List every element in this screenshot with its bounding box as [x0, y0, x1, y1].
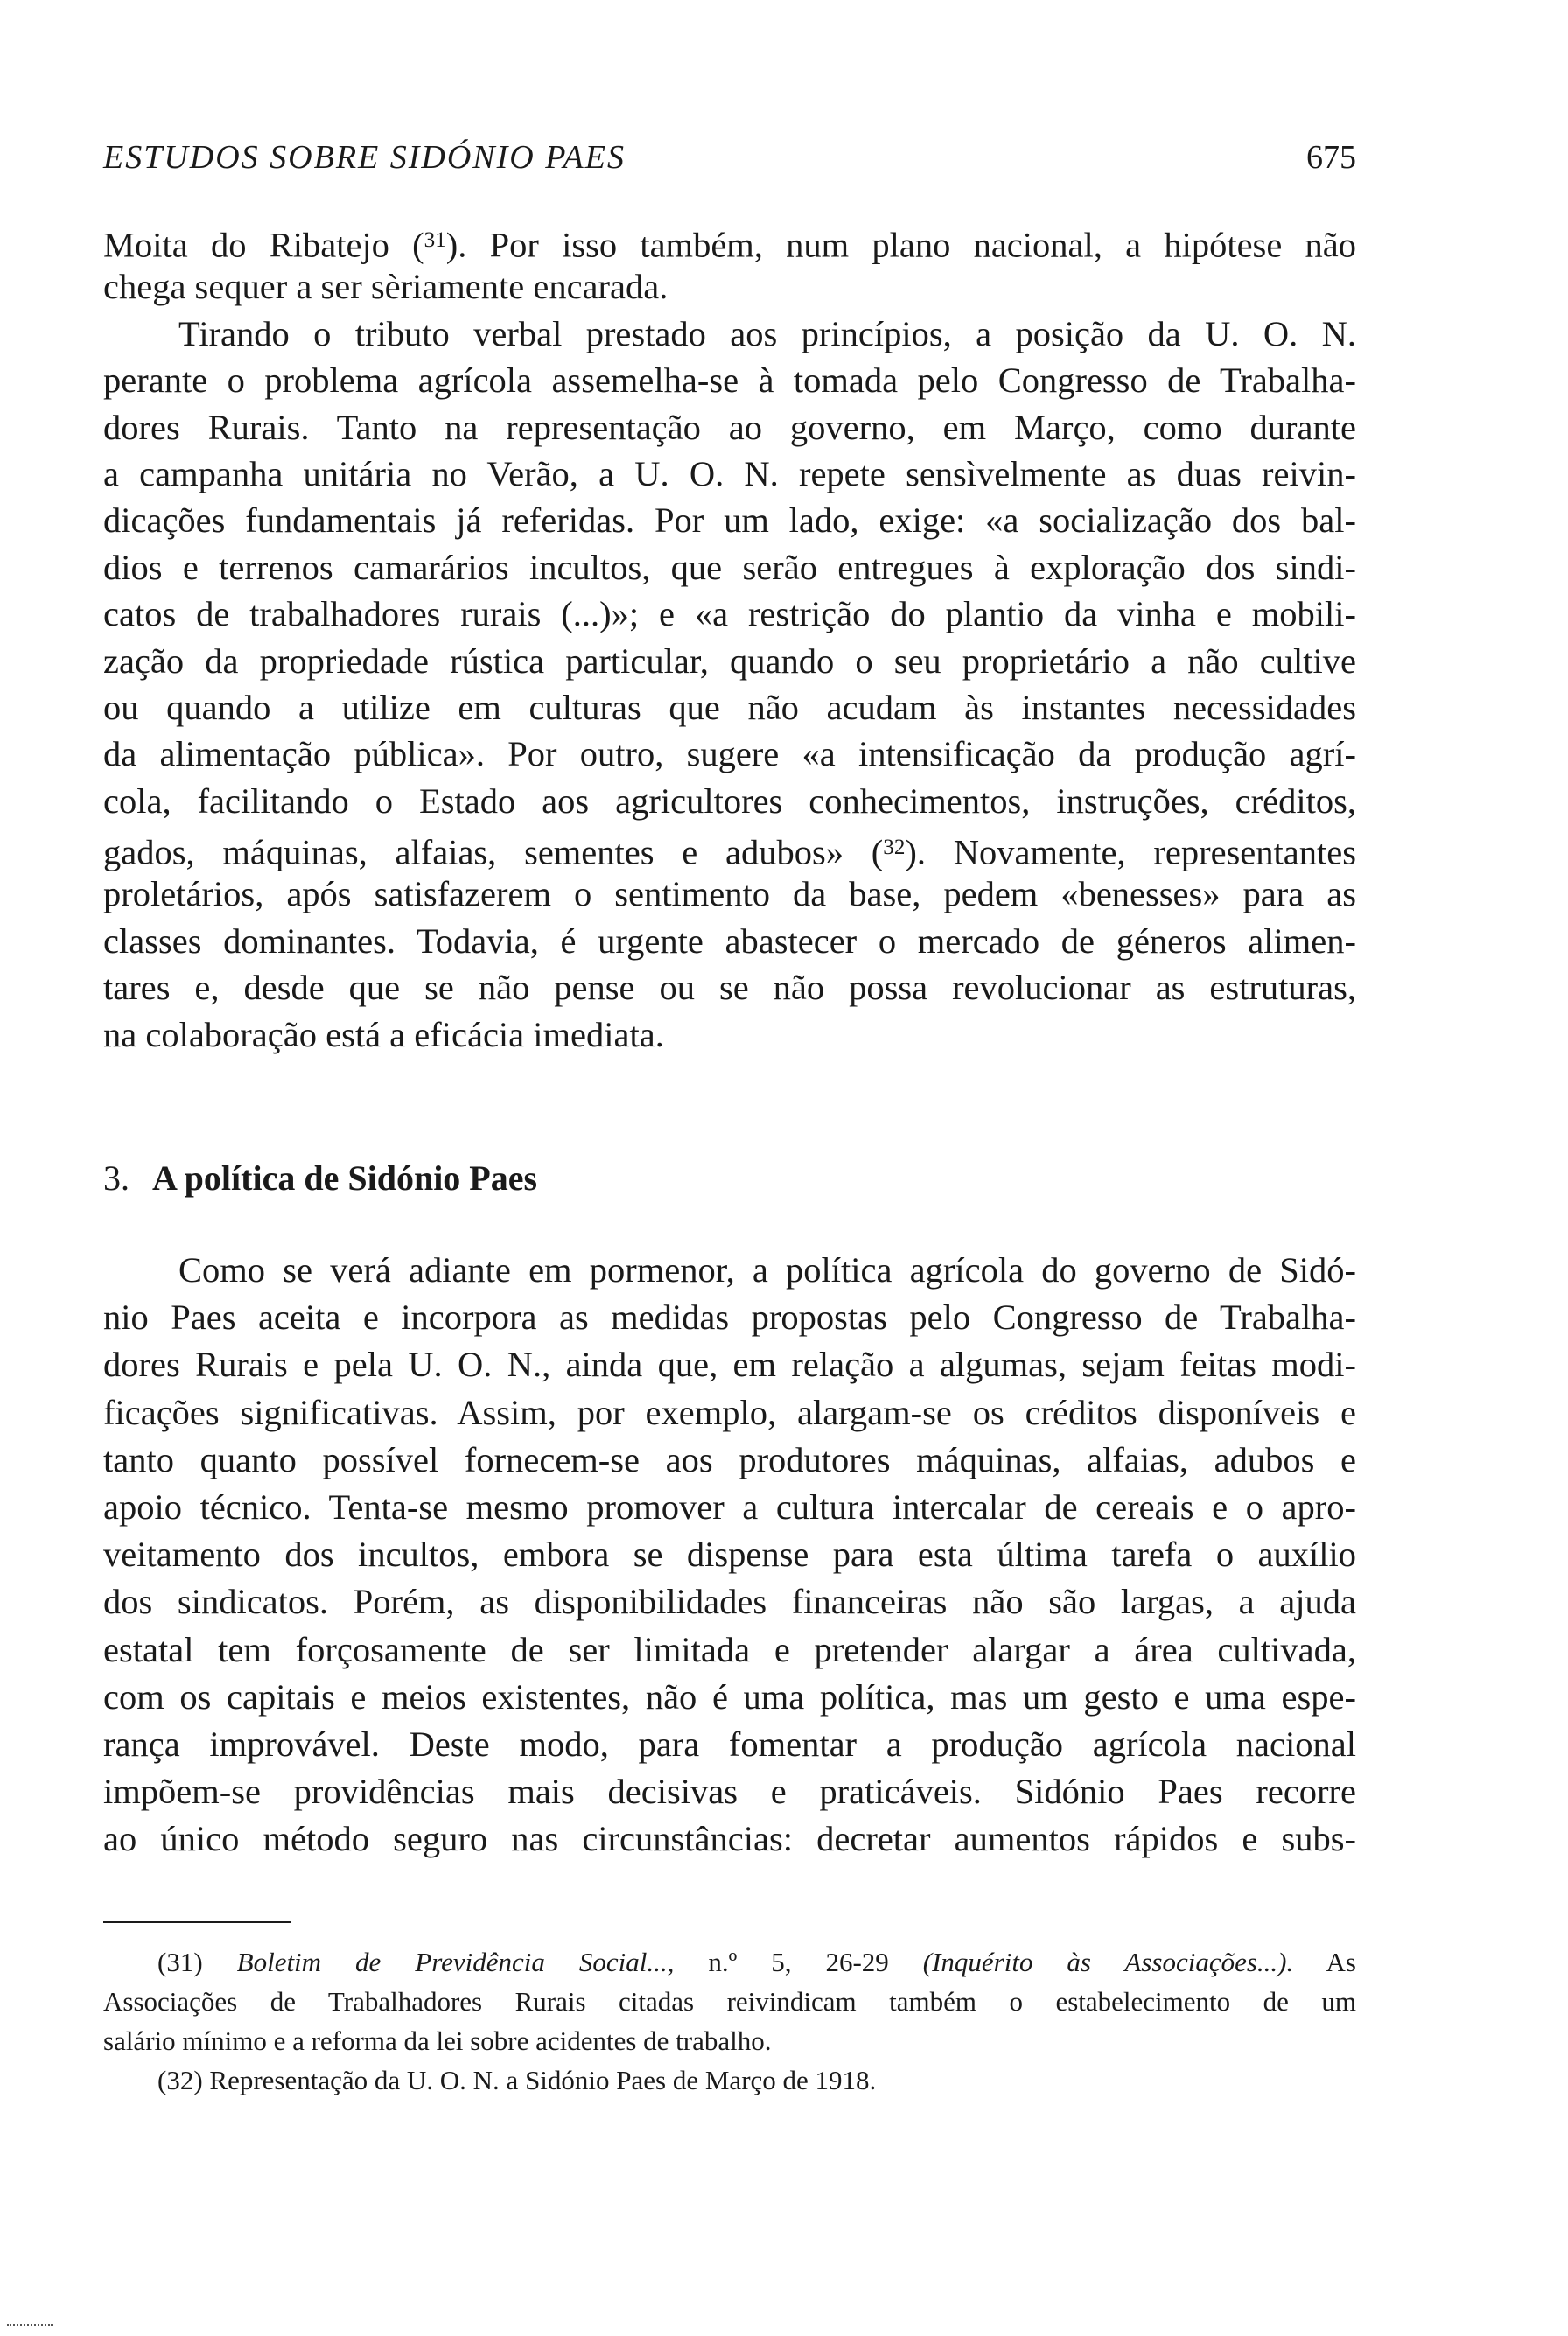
paragraph-line: veitamento dos incultos, embora se dispense para esta última tarefa o auxílio: [103, 1535, 1356, 1575]
paragraph-line: catos de trabalhadores rurais (...)»; e «a restrição do plantio da vinha e mobili-: [103, 594, 1356, 634]
paragraph-line: nio Paes aceita e incorpora as medidas propostas pelo Congresso de Trabalha-: [103, 1297, 1356, 1338]
running-header: [103, 138, 1356, 182]
paragraph-line: ou quando a utilize em culturas que não acudam às instantes necessidades: [103, 687, 1356, 727]
paragraph-line: perante o problema agrícola assemelha-se à tomada pelo Congresso de Trabalha-: [103, 360, 1356, 401]
paragraph-line: a campanha unitária no Verão, a U. O. N. repete sensìvelmente as duas reivin-: [103, 453, 1356, 493]
paragraph-line: zação da propriedade rústica particular, quando o seu proprietário a não cultive: [103, 640, 1356, 681]
footnote-32: (32) Representação da U. O. N. a Sidónio Paes de Março de 1918.: [158, 2065, 877, 2095]
footnote-divider: [103, 1921, 290, 1923]
paragraph-line: ficações significativas. Assim, por exemplo, alargam-se os créditos disponíveis e: [103, 1392, 1356, 1432]
footnotes: [103, 1942, 1356, 2100]
footnote-line: salário mínimo e a reforma da lei sobre acidentes de trabalho.: [103, 2025, 772, 2056]
paragraph-line: dos sindicatos. Porém, as disponibilidades financeiras não são largas, a ajuda: [103, 1582, 1356, 1622]
paragraph-line: dios e terrenos camarários incultos, que serão entregues à exploração dos sindi-: [103, 547, 1356, 587]
paragraph-line: impõem-se providências mais decisivas e praticáveis. Sidónio Paes recorre: [103, 1772, 1356, 1812]
paragraph-line: rança improvável. Deste modo, para fomentar a produção agrícola nacional: [103, 1724, 1356, 1764]
paragraph-line: dicações fundamentais já referidas. Por um lado, exige: «a socialização dos bal-: [103, 500, 1356, 541]
paragraph-line: gados, máquinas, alfaias, sementes e adubos» ($^{32}$). Novamente, representantes: [103, 832, 1356, 872]
paragraph-line: dores Rurais. Tanto na representação ao governo, em Março, como durante: [103, 407, 1356, 447]
paragraph-line: com os capitais e meios existentes, não é uma política, mas um gesto e uma espe-: [103, 1676, 1356, 1717]
scan-artifact: [7, 2324, 52, 2326]
paragraph-line: chega sequer a ser sèriamente encarada.: [103, 267, 668, 307]
footnote-ref-31: 31: [424, 228, 446, 252]
paragraph-line: tares e, desde que se não pense ou se não possa revolucionar as estruturas,: [103, 968, 1356, 1008]
footnote-31: (31) Boletim de Previdência Social..., n.º 5, 26-29 (Inquérito às Associações...). As: [158, 1947, 1356, 1977]
paragraph-line: Moita do Ribatejo ($^{31}$). Por isso também, num plano nacional, a hipótese não: [103, 225, 1356, 265]
paragraph-line: cola, facilitando o Estado aos agricultores conhecimentos, instruções, créditos,: [103, 780, 1356, 821]
section-number: 3.: [103, 1158, 130, 1198]
paragraph-line: tanto quanto possível fornecem-se aos produtores máquinas, alfaias, adubos e: [103, 1439, 1356, 1479]
body-text-top: [103, 217, 1356, 1058]
paragraph-line: proletários, após satisfazerem o sentimento da base, pedem «benesses» para as: [103, 874, 1356, 914]
running-title: ESTUDOS SOBRE SIDÓNIO PAES: [103, 139, 626, 176]
paragraph-line: na colaboração está a eficácia imediata.: [103, 1014, 664, 1054]
paragraph-line: dores Rurais e pela U. O. N., ainda que, em relação a algumas, sejam feitas modi-: [103, 1345, 1356, 1385]
footnote-marker: (31): [158, 1947, 203, 1977]
footnote-marker: (32): [158, 2065, 203, 2095]
section-heading: [103, 1157, 537, 1200]
paragraph-line: Como se verá adiante em pormenor, a política agrícola do governo de Sidó-: [178, 1250, 1356, 1290]
footnote-ref-32: 32: [883, 836, 906, 860]
paragraph-line: da alimentação pública». Por outro, sugere «a intensificação da produção agrí-: [103, 734, 1356, 774]
paragraph-line: estatal tem forçosamente de ser limitada e pretender alargar a área cultivada,: [103, 1629, 1356, 1669]
body-text-bottom: [103, 1247, 1356, 1863]
paragraph-line: Tirando o tributo verbal prestado aos princípios, a posição da U. O. N.: [178, 313, 1356, 353]
footnote-line: Associações de Trabalhadores Rurais citadas reivindicam também o estabelecimento de um: [103, 1986, 1356, 2017]
paragraph-line: apoio técnico. Tenta-se mesmo promover a cultura intercalar de cereais e o apro-: [103, 1486, 1356, 1527]
paragraph-line: classes dominantes. Todavia, é urgente abastecer o mercado de géneros alimen-: [103, 920, 1356, 961]
paragraph-line: ao único método seguro nas circunstâncias: decretar aumentos rápidos e subs-: [103, 1819, 1356, 1859]
section-title: A política de Sidónio Paes: [152, 1158, 538, 1198]
page-number: 675: [1306, 139, 1356, 176]
